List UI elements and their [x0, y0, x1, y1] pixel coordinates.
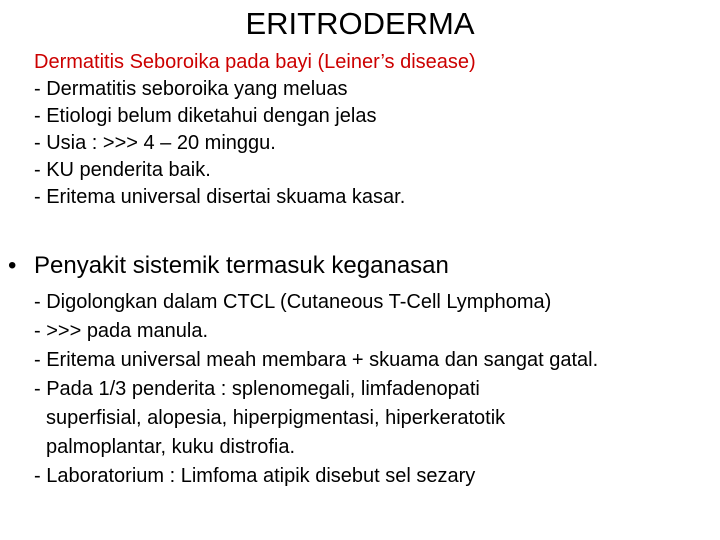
list-item: - Digolongkan dalam CTCL (Cutaneous T-Cell Lymphoma) [34, 291, 552, 313]
list-item: - Dermatitis seboroika yang meluas [34, 78, 348, 100]
section-heading: Dermatitis Seboroika pada bayi (Leiner’s disease) [34, 51, 476, 73]
bullet-text: Penyakit sistemik termasuk keganasan [34, 252, 449, 279]
list-item: - Etiologi belum diketahui dengan jelas [34, 105, 377, 127]
section-leiners-disease [34, 49, 476, 211]
list-item-continuation: palmoplantar, kuku distrofia. [46, 436, 296, 458]
list-item: - >>> pada manula. [34, 320, 209, 342]
list-item: - Usia : >>> 4 – 20 minggu. [34, 132, 276, 154]
section-systemic-disease [34, 288, 598, 491]
list-item: - Eritema universal meah membara + skuama dan sangat gatal. [34, 349, 599, 371]
list-item: - Laboratorium : Limfoma atipik disebut sel sezary [34, 465, 476, 487]
slide-title: ERITRODERMA [245, 6, 475, 41]
bullet-heading [8, 250, 449, 282]
list-item: - Pada 1/3 penderita : splenomegali, limfadenopati [34, 378, 480, 400]
list-item: - KU penderita baik. [34, 159, 211, 181]
bullet-marker: • [8, 252, 17, 279]
list-item-continuation: superfisial, alopesia, hiperpigmentasi, hiperkeratotik [46, 407, 506, 429]
list-item: - Eritema universal disertai skuama kasar. [34, 186, 406, 208]
